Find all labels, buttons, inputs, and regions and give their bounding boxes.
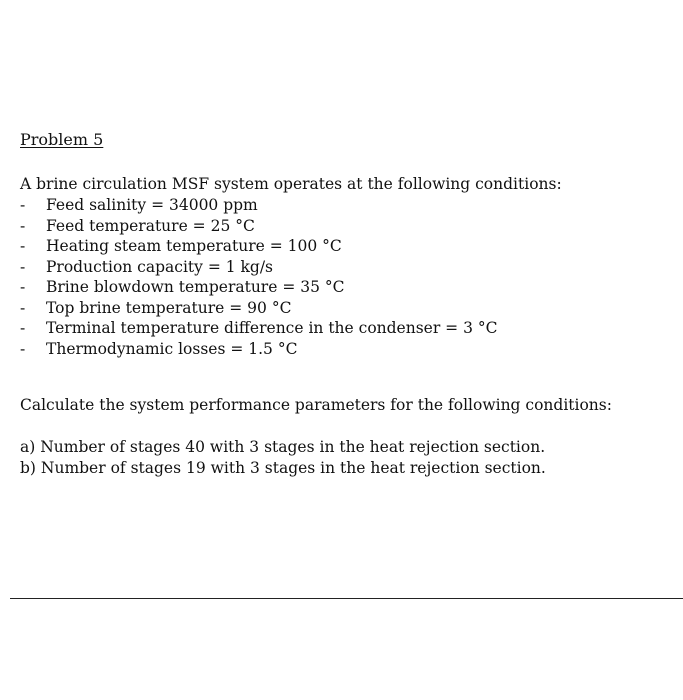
condition-text: Thermodynamic losses = 1.5 °C <box>46 339 298 358</box>
intro-text: A brine circulation MSF system operates at the following conditions: <box>20 175 562 193</box>
condition-text: Feed temperature = 25 °C <box>46 216 255 235</box>
case-item: b) Number of stages 19 with 3 stages in the heat rejection section. <box>20 459 546 477</box>
list-item <box>20 339 497 360</box>
condition-text: Feed salinity = 34000 ppm <box>46 196 258 214</box>
dash-bullet: - <box>20 298 26 317</box>
dash-bullet: - <box>20 278 26 296</box>
horizontal-divider <box>10 598 683 599</box>
condition-text: Top brine temperature = 90 °C <box>46 298 292 317</box>
dash-bullet: - <box>20 237 26 255</box>
list-item <box>20 216 497 237</box>
list-item <box>20 236 497 257</box>
dash-bullet: - <box>20 196 26 214</box>
condition-text: Heating steam temperature = 100 °C <box>46 237 342 255</box>
problem-title: Problem 5 <box>20 130 104 149</box>
dash-bullet: - <box>20 339 26 358</box>
list-item <box>20 298 497 319</box>
dash-bullet: - <box>20 257 26 276</box>
condition-text: Brine blowdown temperature = 35 °C <box>46 278 345 296</box>
condition-text: Terminal temperature difference in the condenser = 3 °C <box>46 319 498 337</box>
list-item <box>20 318 497 339</box>
dash-bullet: - <box>20 216 26 235</box>
dash-bullet: - <box>20 319 26 337</box>
list-item <box>20 195 497 216</box>
list-item <box>20 277 497 298</box>
conditions-list <box>20 195 497 359</box>
list-item <box>20 257 497 278</box>
cases-list <box>20 437 546 479</box>
case-item: a) Number of stages 40 with 3 stages in the heat rejection section. <box>20 438 546 456</box>
calculate-instruction: Calculate the system performance parameters for the following conditions: <box>20 396 612 414</box>
condition-text: Production capacity = 1 kg/s <box>46 257 274 276</box>
